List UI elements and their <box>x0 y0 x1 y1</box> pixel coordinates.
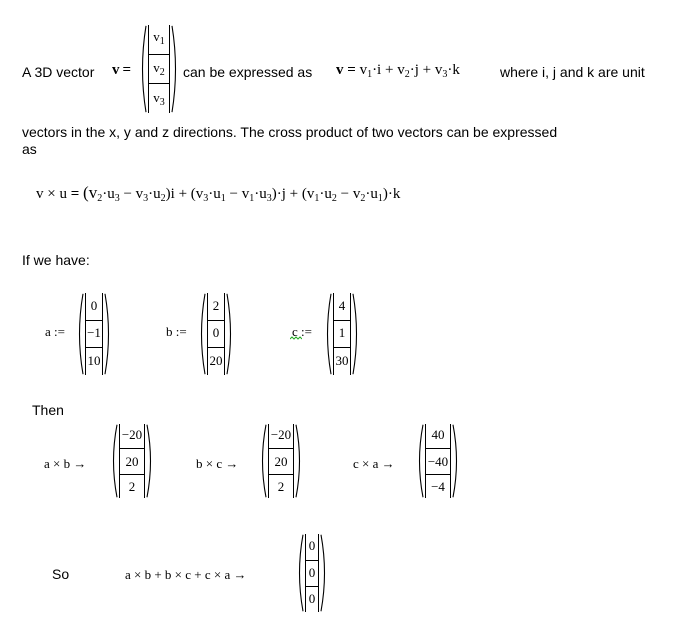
intro-middle: can be expressed as <box>183 64 313 80</box>
def-a-label: a := <box>45 324 65 339</box>
final-sum-label: a × b + b × c + c × a → <box>125 567 247 582</box>
def-b-vector: 2 0 20 <box>198 293 234 375</box>
result-cxa-label: c × a → <box>353 456 395 471</box>
so-label: So <box>52 566 70 582</box>
def-c-vector: 4 1 30 <box>324 293 360 375</box>
result-axb-label: a × b → <box>44 456 87 471</box>
def-a-vector: 0 −1 10 <box>76 293 112 375</box>
intro-expansion: $v = v_1\cdot i + v_2\cdot j + v_3\cdot k$ <box>336 62 460 80</box>
then-label: Then <box>32 402 64 418</box>
result-bxc-label: b × c → <box>196 456 239 471</box>
if-we-have-label: If we have: <box>22 252 90 268</box>
intro-line3: as <box>22 141 37 157</box>
def-c-label: c := <box>292 324 312 339</box>
result-axb-vector: −20 20 2 <box>110 424 154 498</box>
def-b-label: b := <box>166 324 187 339</box>
intro-suffix: where i, j and k are unit <box>500 64 645 80</box>
final-sum-vector: 0 0 0 <box>296 534 328 612</box>
cross-product-formula: $v \times u = (v_2\cdot u_3 - v_3\cdot u_2)i + (v_3\cdot u_1 - v_1\cdot u_3)\cdot j + (v_1\cdot u_2 - v_2\cdot u_1)\cdot k$ <box>36 183 401 204</box>
intro-line2: vectors in the x, y and z directions. The cross product of two vectors can be expressed <box>22 124 558 140</box>
intro-prefix: A 3D vector <box>22 64 95 80</box>
result-cxa-vector: 40 −40 −4 <box>416 424 460 498</box>
result-bxc-vector: −20 20 2 <box>259 424 303 498</box>
intro-v-vector: $v_1$ $v_2$ $v_3$ <box>139 25 179 113</box>
spellcheck-squiggle-icon <box>290 336 302 341</box>
intro-v-symbol: v = <box>112 62 132 78</box>
